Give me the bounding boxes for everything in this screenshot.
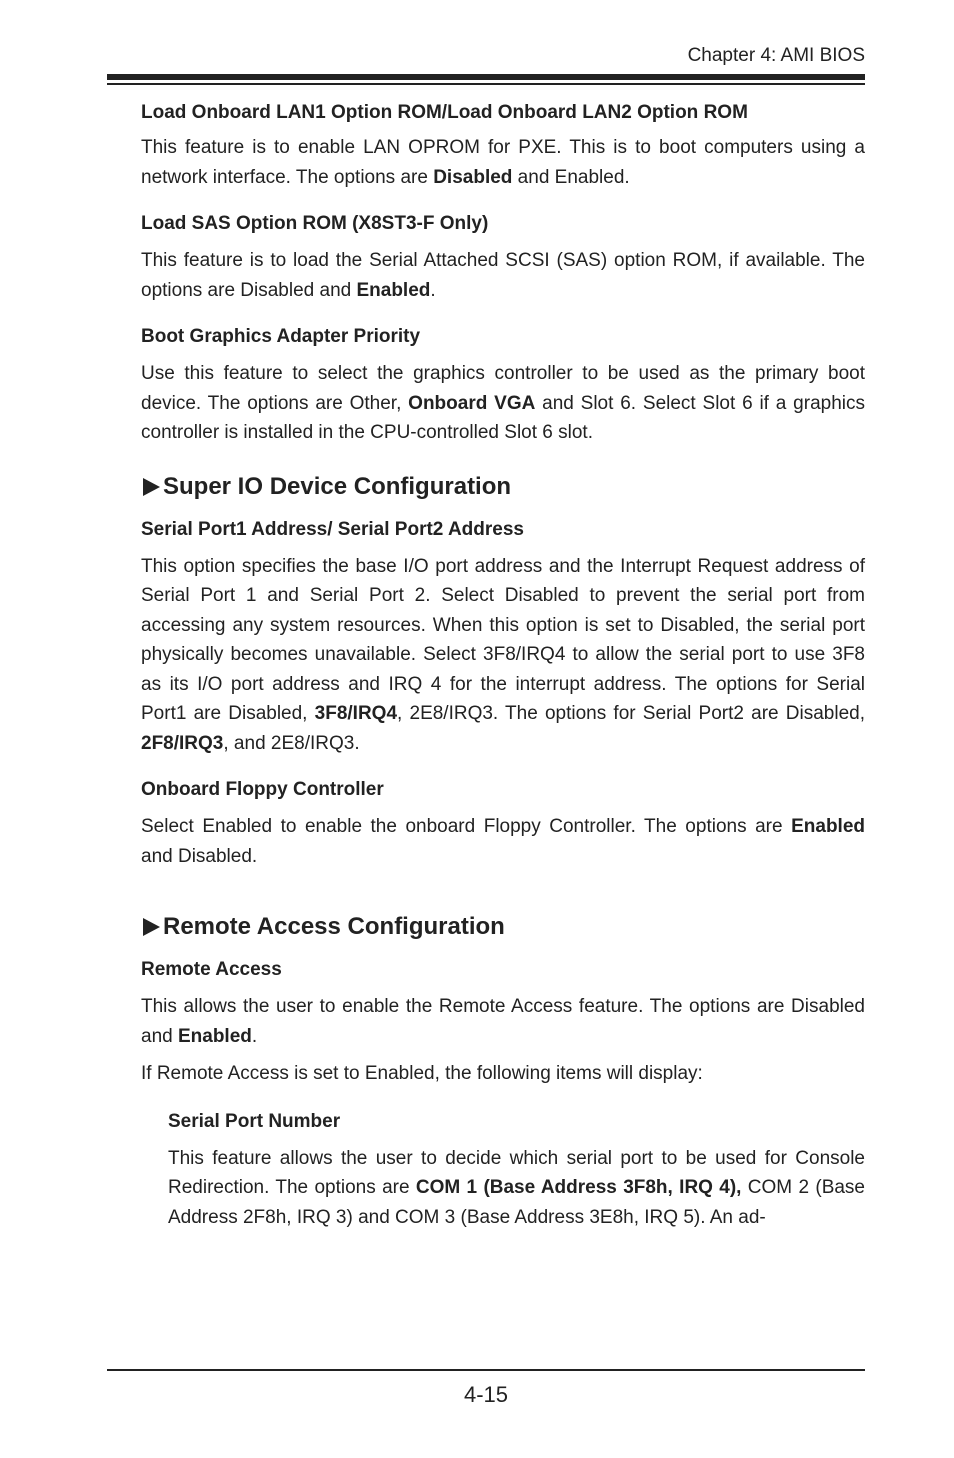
text-run: This feature is to enable LAN OPROM for PXE. This is to boot computers using a network interface. The options are bbox=[141, 137, 865, 188]
text-run: This option specifies the base I/O port address and the Interrupt Request address of Serial Port 1 and Serial Port 2. Select Disabled to prevent the serial port from accessing any system resources. When this option is set to Disabled, the serial port physically becomes unavailable. Select 3F8/IRQ4 to allow the serial port to use 3F8 as its I/O port address and IRQ 4 for the interrupt address. The options for Serial Port1 are Disabled, bbox=[141, 555, 865, 724]
paragraph-boot-graphics bbox=[141, 359, 865, 448]
triangle-right-icon bbox=[143, 478, 160, 496]
default-option: Enabled bbox=[177, 1025, 252, 1047]
text-run: and Slot 6. Select Slot 6 if a graphics controller is installed in the CPU-controlled Slot 6 slot. bbox=[141, 392, 865, 443]
text-run: . bbox=[251, 1025, 258, 1047]
text-run: and Enabled. bbox=[512, 166, 630, 188]
section-title-remote-access bbox=[141, 911, 865, 943]
footer-rule bbox=[107, 1369, 865, 1371]
subsection-serial-port-number bbox=[168, 1109, 865, 1233]
text-run: , and 2E8/IRQ3. bbox=[223, 732, 360, 754]
section-title-text: Remote Access Configuration bbox=[163, 913, 505, 940]
default-option: Disabled bbox=[433, 166, 513, 188]
heading-remote-access: Remote Access bbox=[141, 959, 282, 980]
heading-serial-port-address: Serial Port1 Address/ Serial Port2 Address bbox=[141, 518, 524, 540]
paragraph-sas-option-rom bbox=[141, 246, 865, 305]
header-rule-secondary bbox=[107, 83, 865, 85]
text-run: Use this feature to select the graphics controller to be used as the primary boot device. The options are Other, bbox=[141, 363, 865, 414]
paragraph-remote-access bbox=[141, 992, 865, 1051]
heading-serial-port-number: Serial Port Number bbox=[168, 1110, 341, 1132]
paragraph-serial-port-number bbox=[168, 1144, 865, 1233]
default-option: Enabled bbox=[791, 816, 865, 837]
text-run: This allows the user to enable the Remote Access feature. The options are Disabled and bbox=[141, 996, 865, 1047]
page-body bbox=[141, 100, 865, 1232]
text-run: Select Enabled to enable the onboard Floppy Controller. The options are bbox=[141, 816, 792, 837]
text-run: , 2E8/IRQ3. The options for Serial Port2 are Disabled, bbox=[397, 703, 866, 724]
text-run: This feature allows the user to decide which serial port to be used for Console Redirection. The options are bbox=[168, 1147, 865, 1198]
running-header: Chapter 4: AMI BIOS bbox=[687, 45, 865, 66]
default-option: 3F8/IRQ4 bbox=[314, 703, 398, 724]
header-rule bbox=[107, 74, 865, 80]
heading-lan-option-rom: Load Onboard LAN1 Option ROM/Load Onboard LAN2 Option ROM bbox=[141, 102, 748, 123]
text-run: COM 2 (Base Address 2F8h, IRQ 3) and COM 3 (Base Address 3E8h, IRQ 5). An ad- bbox=[168, 1177, 865, 1228]
section-title-super-io bbox=[141, 471, 865, 503]
triangle-right-icon bbox=[143, 918, 160, 936]
default-option: 2F8/IRQ3 bbox=[141, 732, 224, 754]
heading-boot-graphics: Boot Graphics Adapter Priority bbox=[141, 326, 421, 347]
default-option: COM 1 (Base Address 3F8h, IRQ 4), bbox=[415, 1177, 742, 1198]
heading-sas-option-rom: Load SAS Option ROM (X8ST3-F Only) bbox=[141, 213, 489, 234]
default-option: Enabled bbox=[356, 279, 431, 301]
paragraph-serial-port-address bbox=[141, 552, 865, 759]
page-number: 4-15 bbox=[463, 1382, 509, 1407]
text-run: . bbox=[430, 279, 436, 301]
paragraph-floppy-controller bbox=[141, 812, 865, 871]
default-option: Onboard VGA bbox=[408, 392, 536, 414]
text-run: This feature is to load the Serial Attached SCSI (SAS) option ROM, if available. The options are Disabled and bbox=[141, 250, 865, 301]
section-title-text: Super IO Device Configuration bbox=[163, 472, 512, 500]
text-run: and Disabled. bbox=[141, 845, 258, 867]
heading-floppy-controller: Onboard Floppy Controller bbox=[141, 779, 384, 800]
paragraph-remote-access-followup: If Remote Access is set to Enabled, the following items will display: bbox=[141, 1063, 703, 1084]
paragraph-lan-option-rom bbox=[141, 133, 865, 192]
